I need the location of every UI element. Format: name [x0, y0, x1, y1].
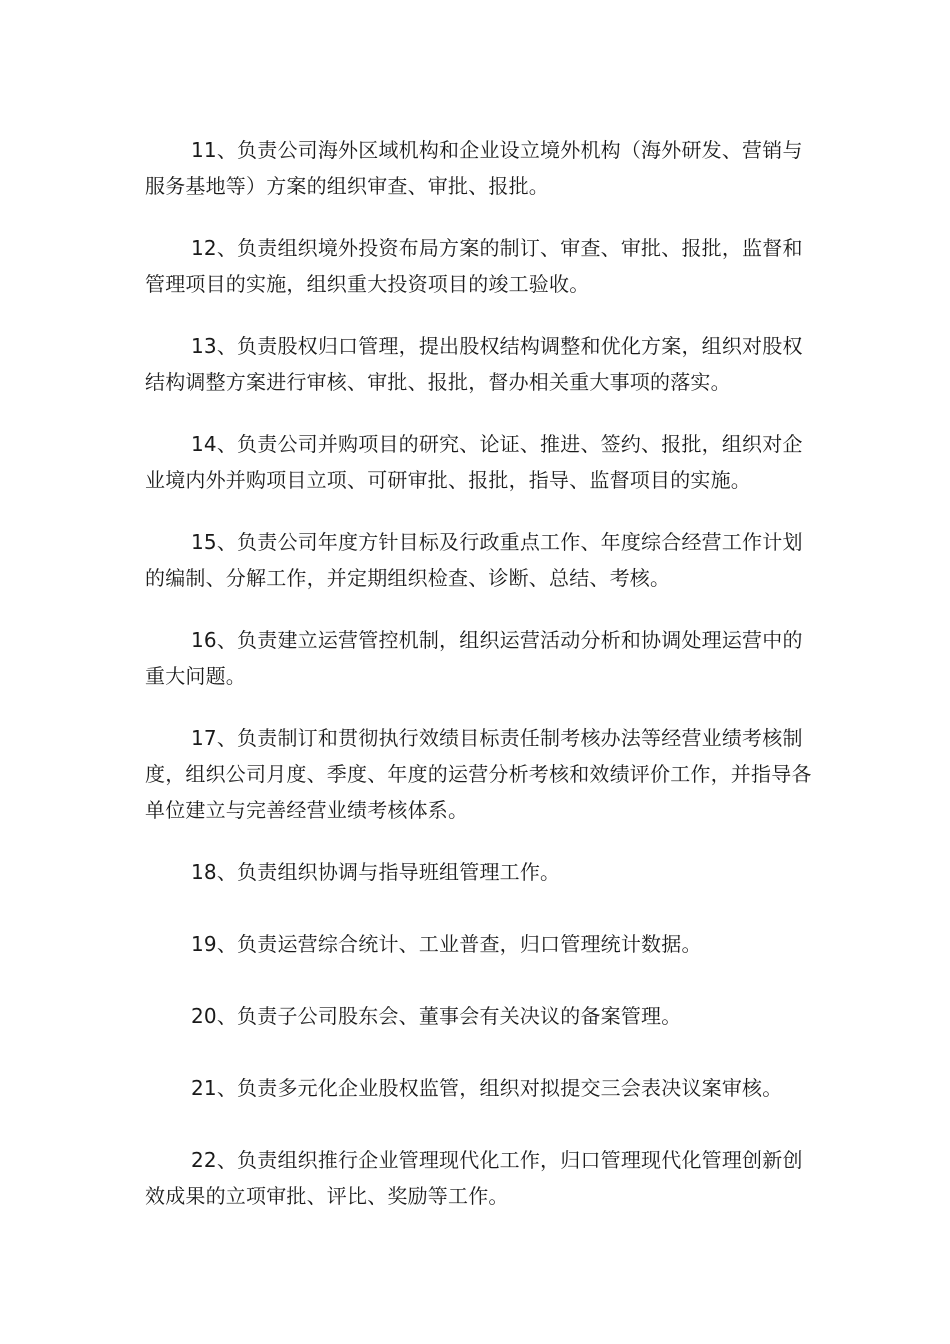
paragraph-13: 13、负责股权归口管理，提出股权结构调整和优化方案，组织对股权结构调整方案进行审核、审批、报批，督办相关重大事项的落实。 — [145, 334, 803, 394]
paragraph-14: 14、负责公司并购项目的研究、论证、推进、签约、报批，组织对企业境内外并购项目立项、可研审批、报批，指导、监督项目的实施。 — [145, 432, 803, 492]
paragraph-15: 15、负责公司年度方针目标及行政重点工作、年度综合经营工作计划的编制、分解工作，并定期组织检查、诊断、总结、考核。 — [145, 530, 803, 590]
paragraph-21: 21、负责多元化企业股权监管，组织对拟提交三会表决议案审核。 — [191, 1076, 783, 1100]
paragraph-16: 16、负责建立运营管控机制，组织运营活动分析和协调处理运营中的重大问题。 — [145, 628, 803, 688]
paragraph-22: 22、负责组织推行企业管理现代化工作，归口管理现代化管理创新创效成果的立项审批、评比、奖励等工作。 — [145, 1148, 803, 1208]
paragraph-18: 18、负责组织协调与指导班组管理工作。 — [191, 860, 561, 884]
paragraph-17: 17、负责制订和贯彻执行效绩目标责任制考核办法等经营业绩考核制度，组织公司月度、季度、年度的运营分析考核和效绩评价工作，并指导各单位建立与完善经营业绩考核体系。 — [145, 726, 812, 822]
paragraph-11: 11、负责公司海外区域机构和企业设立境外机构（海外研发、营销与服务基地等）方案的组织审查、审批、报批。 — [145, 138, 803, 198]
document-body — [145, 132, 815, 1214]
paragraph-19: 19、负责运营综合统计、工业普查，归口管理统计数据。 — [191, 932, 702, 956]
paragraph-20: 20、负责子公司股东会、董事会有关决议的备案管理。 — [191, 1004, 682, 1028]
paragraph-12: 12、负责组织境外投资布局方案的制订、审查、审批、报批，监督和管理项目的实施，组织重大投资项目的竣工验收。 — [145, 236, 803, 296]
